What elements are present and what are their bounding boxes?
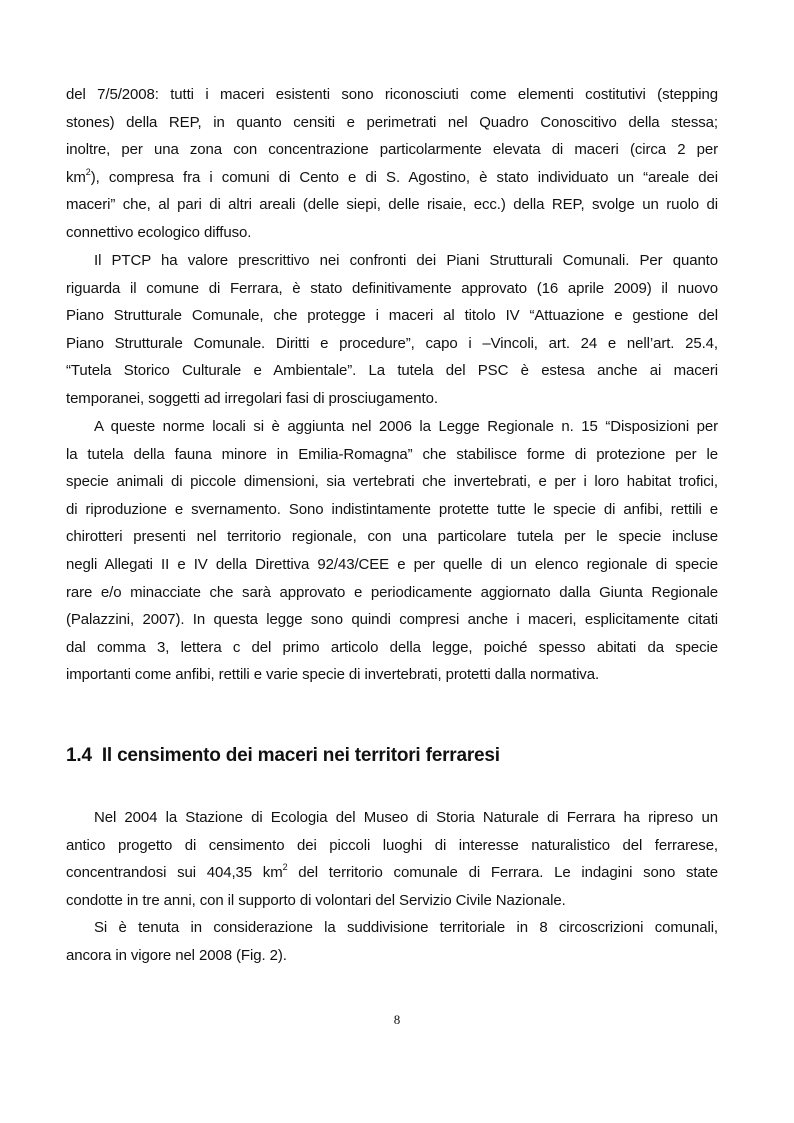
text-line: riguarda il comune di Ferrara, è stato definitivamente approvato (16 aprile 2009) il nuovo <box>66 279 718 297</box>
text-line: temporanei, soggetti ad irregolari fasi di prosciugamento. <box>66 389 438 407</box>
text-line: rare e/o minacciate che sarà approvato e periodicamente aggiornato dalla Giunta Regionale <box>66 583 718 601</box>
text-line: inoltre, per una zona con concentrazione particolarmente elevata di maceri (circa 2 per <box>66 141 718 159</box>
paragraph-censimento <box>66 804 718 914</box>
paragraph-legge-regionale <box>66 413 718 689</box>
text-line: Piano Strutturale Comunale, che protegge i maceri al titolo IV “Attuazione e gestione del <box>66 307 718 325</box>
unit-km: km <box>66 168 86 186</box>
text-line: la tutela della fauna minore in Emilia-Romagna” che stabilisce forme di protezione per le <box>66 445 718 463</box>
text-line: specie animali di piccole dimensioni, sia vertebrati che invertebrati, e per i loro habitat trofici, <box>66 473 718 491</box>
text-line: (Palazzini, 2007). In questa legge sono quindi compresi anche i maceri, esplicitamente citati <box>66 611 718 629</box>
section-number: 1.4 <box>66 745 92 766</box>
text-line: dal comma 3, lettera c del primo articolo della legge, poiché spesso abitati da specie <box>66 638 718 656</box>
text-fragment: del territorio comunale di Ferrara. Le indagini sono state <box>287 864 718 882</box>
text-line: importanti come anfibi, rettili e varie specie di invertebrati, protetti dalla normativa. <box>66 666 600 684</box>
text-line <box>66 164 718 192</box>
paragraph-ptcp <box>66 247 718 413</box>
text-line <box>66 859 718 887</box>
text-line: connettivo ecologico diffuso. <box>66 223 252 241</box>
superscript: 2 <box>282 862 288 873</box>
text-line: A queste norme locali si è aggiunta nel 2006 la Legge Regionale n. 15 “Disposizioni per <box>94 418 718 435</box>
text-line: Piano Strutturale Comunale. Diritti e procedure”, capo i –Vincoli, art. 24 e nell’art. 25.4, <box>66 334 718 352</box>
superscript: 2 <box>85 166 91 177</box>
text-line: Il PTCP ha valore prescrittivo nei confronti dei Piani Strutturali Comunali. Per quanto <box>94 252 718 269</box>
text-line: maceri” che, al pari di altri areali (delle siepi, delle risaie, ecc.) della REP, svolge un ruolo di <box>66 196 718 214</box>
text-line: antico progetto di censimento dei piccoli luoghi di interesse naturalistico del ferrarese, <box>66 836 718 854</box>
text-line: condotte in tre anni, con il supporto di volontari del Servizio Civile Nazionale. <box>66 891 566 909</box>
text-line: “Tutela Storico Culturale e Ambientale”. La tutela del PSC è estesa anche ai maceri <box>66 362 718 380</box>
text-line: chirotteri presenti nel territorio regionale, con una particolare tutela per le specie incluse <box>66 528 718 546</box>
text-line: ancora in vigore nel 2008 (Fig. 2). <box>66 946 287 964</box>
text-line: Si è tenuta in considerazione la suddivisione territoriale in 8 circoscrizioni comunali, <box>94 919 718 936</box>
text-line: Nel 2004 la Stazione di Ecologia del Museo di Storia Naturale di Ferrara ha ripreso un <box>94 809 718 826</box>
paragraph-rep-maceri <box>66 81 718 247</box>
section-title: Il censimento dei maceri nei territori ferraresi <box>101 745 500 766</box>
text-line: del 7/5/2008: tutti i maceri esistenti sono riconosciuti come elementi costitutivi (stepping <box>66 86 718 103</box>
paragraph-circoscrizioni <box>66 914 718 969</box>
text-fragment: ), compresa fra i comuni di Cento e di S. Agostino, è stato individuato un “areale dei <box>90 168 718 186</box>
text-line: negli Allegati II e IV della Direttiva 92/43/CEE e per quelle di un elenco regionale di specie <box>66 555 718 573</box>
text-fragment: concentrandosi sui 404,35 km <box>66 864 283 882</box>
text-line: di riproduzione e svernamento. Sono indistintamente protette tutte le specie di anfibi, rettili e <box>66 500 718 518</box>
page-number: 8 <box>393 1012 401 1027</box>
text-line: stones) della REP, in quanto censiti e perimetrati nel Quadro Conoscitivo della stessa; <box>66 113 718 131</box>
section-heading <box>66 745 500 767</box>
